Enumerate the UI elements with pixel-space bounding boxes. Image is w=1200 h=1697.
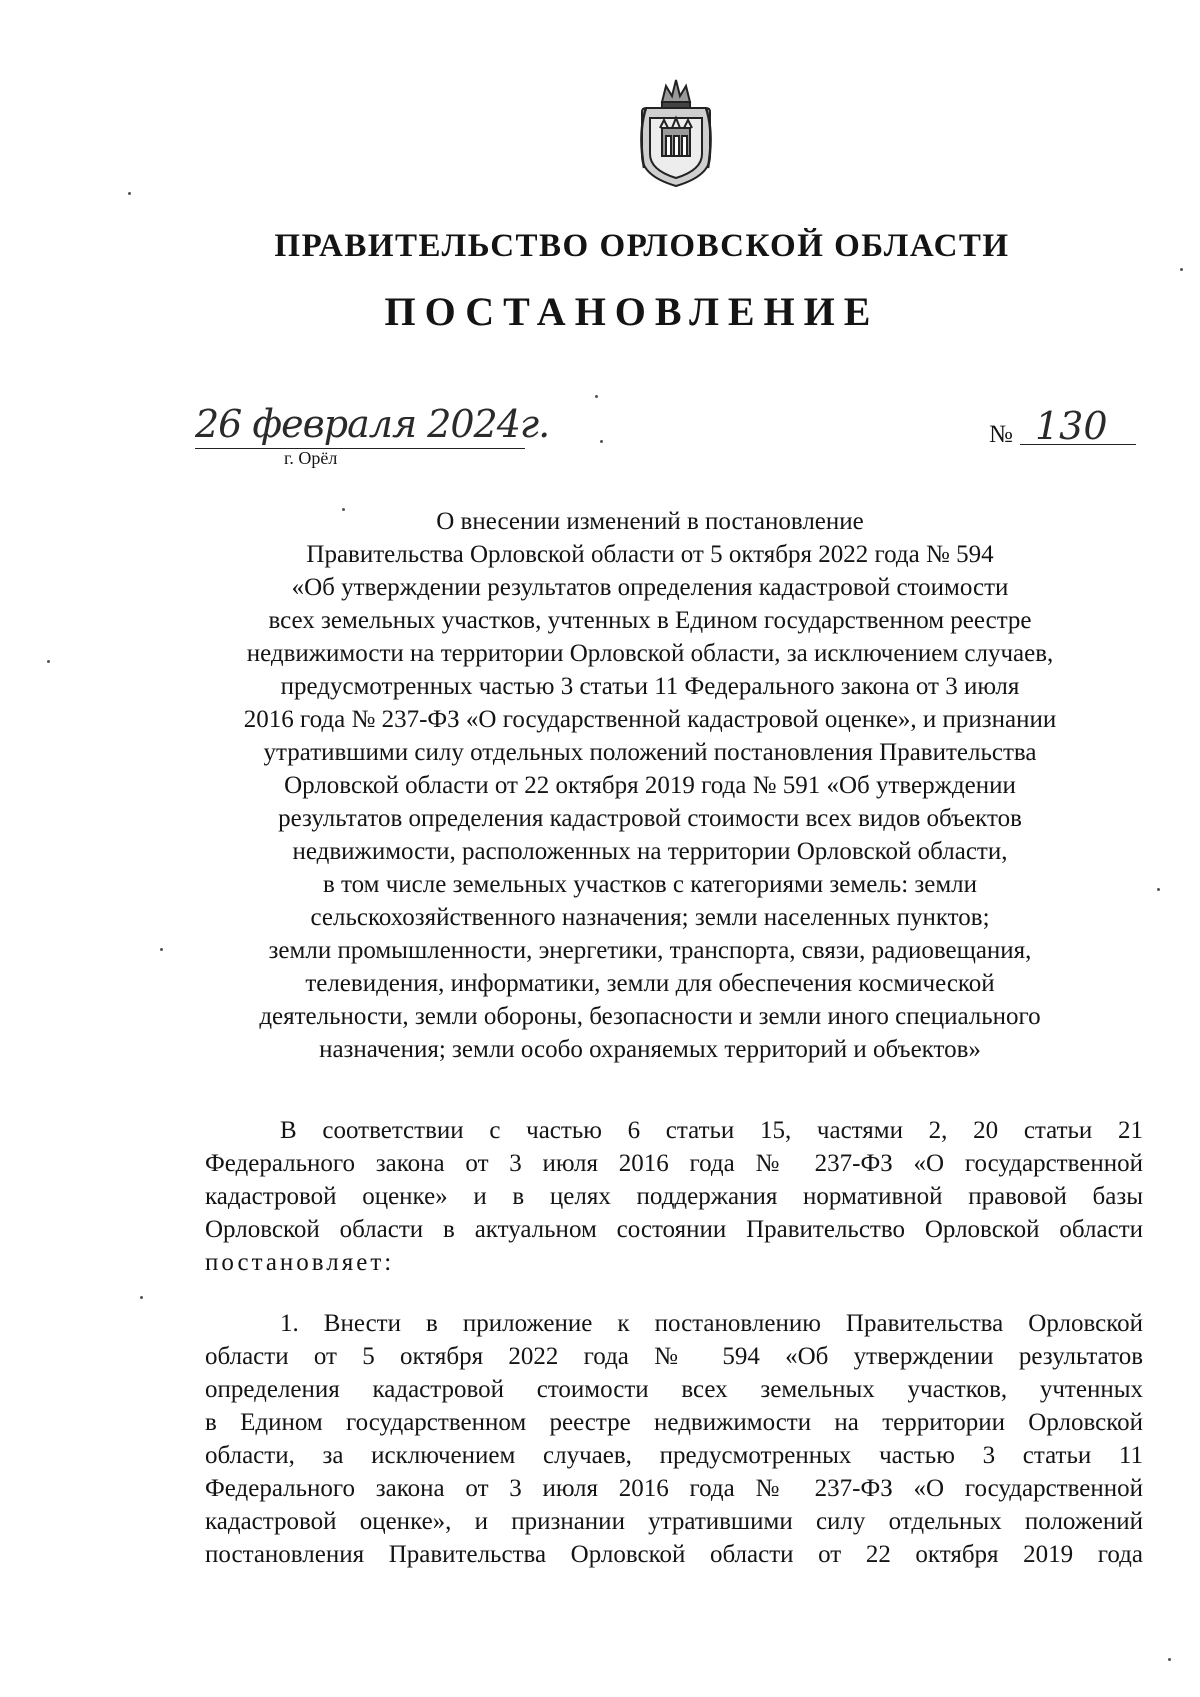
number-underline	[1020, 444, 1136, 445]
scan-speck	[1180, 268, 1183, 271]
scan-speck	[1157, 888, 1160, 891]
subject-line: телевидения, информатики, земли для обеспечения космической	[305, 970, 995, 997]
document-subject	[150, 505, 1150, 1066]
subject-line: в том числе земельных участков с категориями земель: земли	[322, 871, 978, 898]
paragraph-line: области от 5 октября 2022 года № 594 «Об утверждении результатов	[205, 1343, 1143, 1370]
paragraph-line: постановляет:	[205, 1249, 395, 1276]
subject-line: предусмотренных частью 3 статьи 11 Федерального закона от 3 июля	[280, 673, 1020, 700]
scan-speck	[342, 508, 345, 511]
subject-line: деятельности, земли обороны, безопасности и земли иного специального	[259, 1003, 1041, 1030]
scan-speck	[128, 192, 131, 195]
scan-speck	[160, 948, 163, 951]
paragraph-line: в Едином государственном реестре недвижимости на территории Орловской	[205, 1409, 1143, 1436]
paragraph-line: Орловской области в актуальном состоянии Правительство Орловской области	[205, 1216, 1143, 1243]
document-kind-title: ПОСТАНОВЛЕНИЕ	[384, 289, 880, 334]
subject-line: утратившими силу отдельных положений постановления Правительства	[263, 739, 1037, 766]
subject-line: Правительства Орловской области от 5 октября 2022 года № 594	[306, 541, 994, 568]
date-underline	[195, 448, 525, 449]
scan-speck	[595, 395, 598, 398]
scan-speck	[140, 1296, 143, 1299]
subject-line: земли промышленности, энергетики, транспорта, связи, радиовещания,	[268, 937, 1032, 964]
subject-line: недвижимости на территории Орловской области, за исключением случаев,	[246, 640, 1054, 667]
scan-speck	[1168, 1658, 1171, 1661]
city-label: г. Орёл	[284, 448, 338, 468]
paragraph-line: постановления Правительства Орловской области от 22 октября 2019 года	[205, 1541, 1143, 1568]
subject-line: «Об утверждении результатов определения кадастровой стоимости	[291, 574, 1009, 601]
subject-line: результатов определения кадастровой стоимости всех видов объектов	[278, 805, 1022, 832]
paragraph-line: 1. Внести в приложение к постановлению Правительства Орловской	[280, 1310, 1143, 1337]
handwritten-number: 130	[1035, 404, 1108, 448]
scan-speck	[47, 660, 50, 663]
item-1-paragraph	[205, 1307, 1143, 1571]
handwritten-date: 26 февраля 2024г.	[195, 402, 550, 446]
subject-line: сельскохозяйственного назначения; земли населенных пунктов;	[310, 904, 990, 931]
number-label: №	[989, 421, 1013, 448]
paragraph-line: определения кадастровой стоимости всех земельных участков, учтенных	[205, 1376, 1143, 1403]
subject-line: всех земельных участков, учтенных в Едином государственном реестре	[268, 607, 1032, 634]
subject-line: 2016 года № 237-ФЗ «О государственной кадастровой оценке», и признании	[243, 706, 1057, 733]
scan-speck	[600, 440, 603, 443]
paragraph-line: В соответствии с частью 6 статьи 15, частями 2, 20 статьи 21	[280, 1117, 1143, 1144]
paragraph-line: области, за исключением случаев, предусмотренных частью 3 статьи 11	[205, 1442, 1143, 1469]
subject-line: назначения; земли особо охраняемых территорий и объектов»	[319, 1036, 981, 1063]
paragraph-line: Федерального закона от 3 июля 2016 года № 237-ФЗ «О государственной	[205, 1475, 1143, 1502]
preamble-paragraph	[205, 1114, 1143, 1279]
subject-line: О внесении изменений в постановление	[436, 508, 864, 535]
paragraph-line: кадастровой оценке», и признании утратившими силу отдельных положений	[205, 1508, 1143, 1535]
subject-line: Орловской области от 22 октября 2019 года № 591 «Об утверждении	[284, 772, 1016, 799]
paragraph-line: Федерального закона от 3 июля 2016 года № 237-ФЗ «О государственной	[205, 1150, 1143, 1177]
coat-of-arms-icon	[632, 72, 720, 192]
government-title: ПРАВИТЕЛЬСТВО ОРЛОВСКОЙ ОБЛАСТИ	[274, 228, 1010, 264]
paragraph-line: кадастровой оценке» и в целях поддержания нормативной правовой базы	[205, 1183, 1143, 1210]
subject-line: недвижимости, расположенных на территории Орловской области,	[292, 838, 1008, 865]
